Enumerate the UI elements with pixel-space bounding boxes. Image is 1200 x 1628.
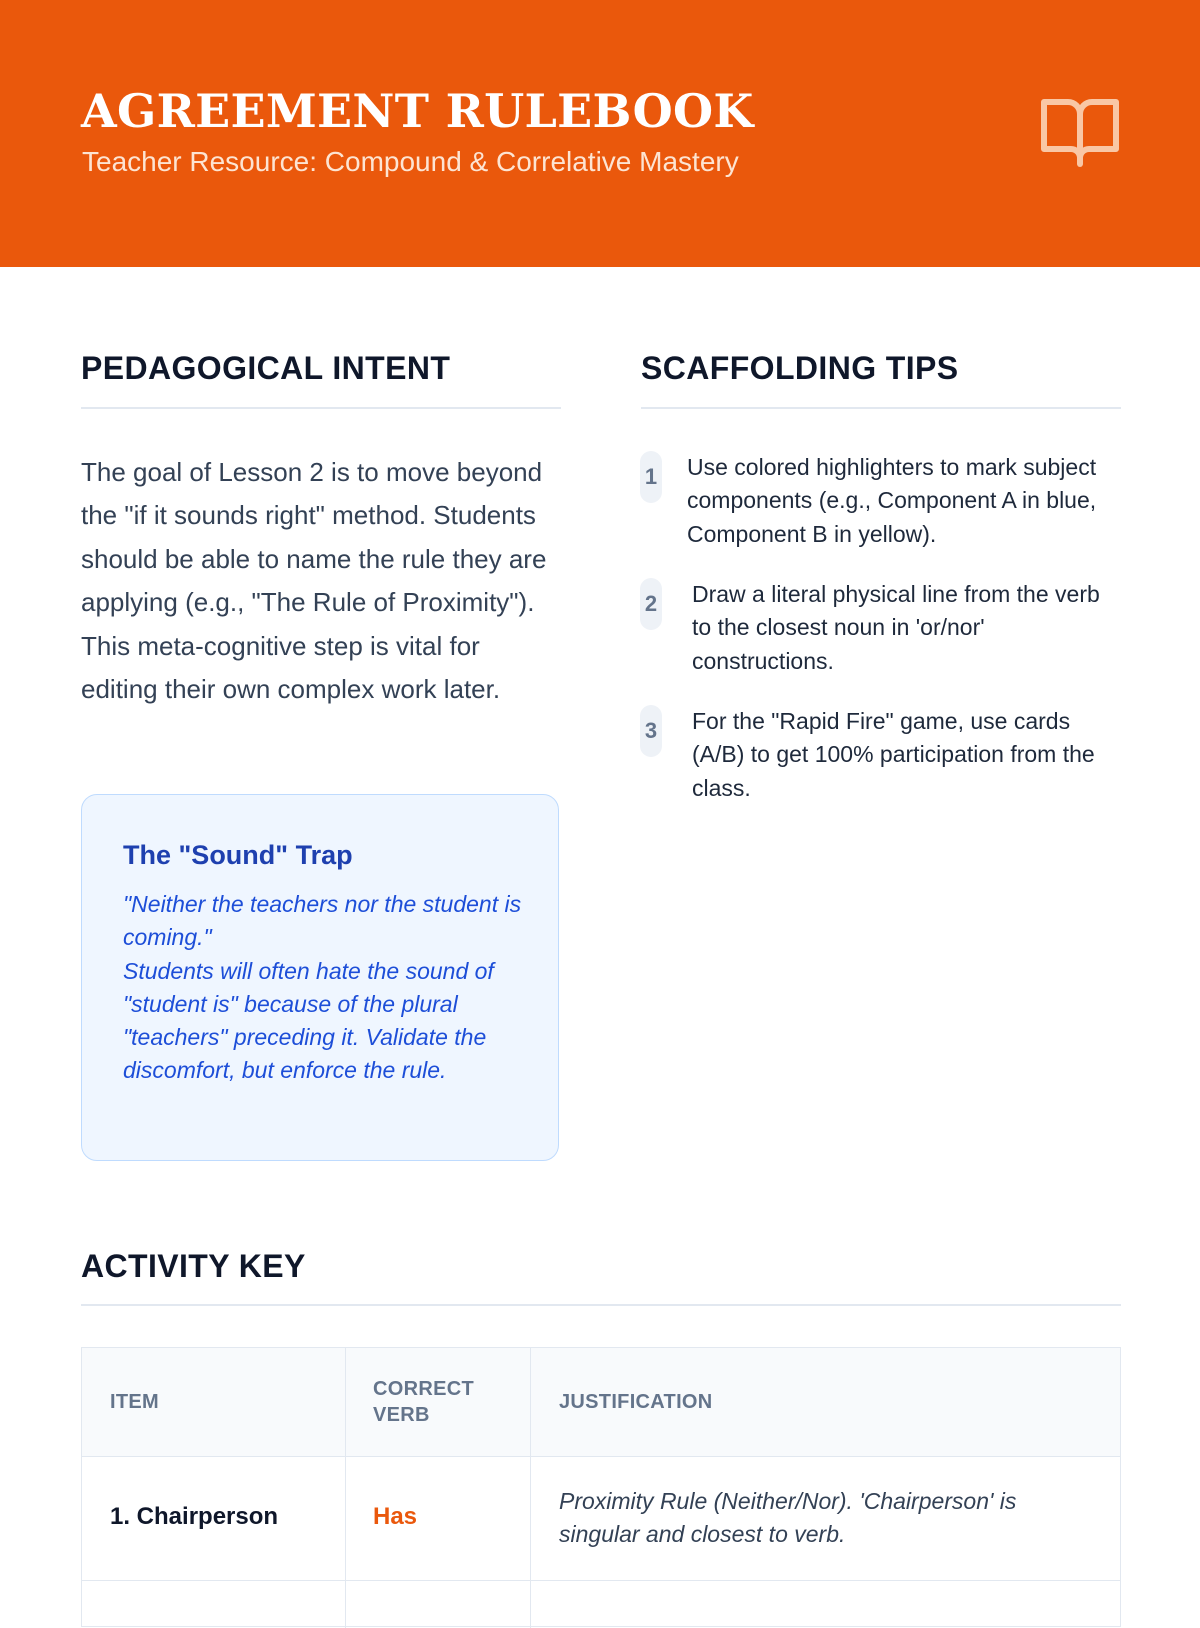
- activity-divider: [81, 1304, 1121, 1306]
- column-header-justification: JUSTIFICATION: [559, 1391, 713, 1413]
- table-header-row: [82, 1348, 1120, 1457]
- tip-text: For the "Rapid Fire" game, use cards (A/B) to get 100% participation from the class.: [692, 708, 1095, 801]
- tip-text: Use colored highlighters to mark subject components (e.g., Component A in blue, Component B in yellow).: [687, 454, 1097, 547]
- intent-divider: [81, 407, 561, 409]
- tip-text: Draw a literal physical line from the verb to the closest noun in 'or/nor' constructions.: [692, 581, 1100, 674]
- tip-number: 2: [640, 578, 662, 630]
- callout-title: The "Sound" Trap: [123, 840, 353, 870]
- column-divider: [345, 1348, 346, 1628]
- column-header-correct-verb: CORRECT VERB: [373, 1378, 474, 1426]
- table-cell-item: 1. Chairperson: [110, 1503, 279, 1530]
- callout-body: [123, 888, 523, 1088]
- intent-paragraph: The goal of Lesson 2 is to move beyond the "if it sounds right" method. Students should be able to name the rule they are applying (e.g., "The Rule of Proximity"). This meta-cognitive step is vital for editing their own complex work later.: [81, 457, 547, 705]
- column-header-item: ITEM: [110, 1391, 159, 1413]
- tip-number: 3: [640, 705, 662, 757]
- page-subtitle: Teacher Resource: Compound & Correlative Mastery: [82, 146, 739, 177]
- tip-number: 1: [640, 451, 662, 503]
- activity-key-table: [81, 1347, 1121, 1627]
- header-banner: [0, 0, 1200, 267]
- tips-divider: [641, 407, 1121, 409]
- intent-heading: PEDAGOGICAL INTENT: [81, 350, 451, 386]
- table-cell-verb: Has: [373, 1503, 418, 1530]
- callout-text: Students will often hate the sound of "student is" because of the plural "teachers" preceding it. Validate the discomfort, but enforce the rule.: [123, 957, 494, 1084]
- row-divider: [82, 1580, 1120, 1581]
- activity-heading: ACTIVITY KEY: [81, 1248, 306, 1284]
- book-open-icon: [1040, 96, 1120, 168]
- tips-heading: SCAFFOLDING TIPS: [641, 350, 959, 386]
- sound-trap-callout: [81, 794, 559, 1161]
- page-title: AGREEMENT RULEBOOK: [81, 84, 754, 138]
- column-divider: [530, 1348, 531, 1628]
- table-cell-justification: Proximity Rule (Neither/Nor). 'Chairperson' is singular and closest to verb.: [559, 1488, 1017, 1548]
- callout-quote: "Neither the teachers nor the student is coming.": [123, 891, 522, 951]
